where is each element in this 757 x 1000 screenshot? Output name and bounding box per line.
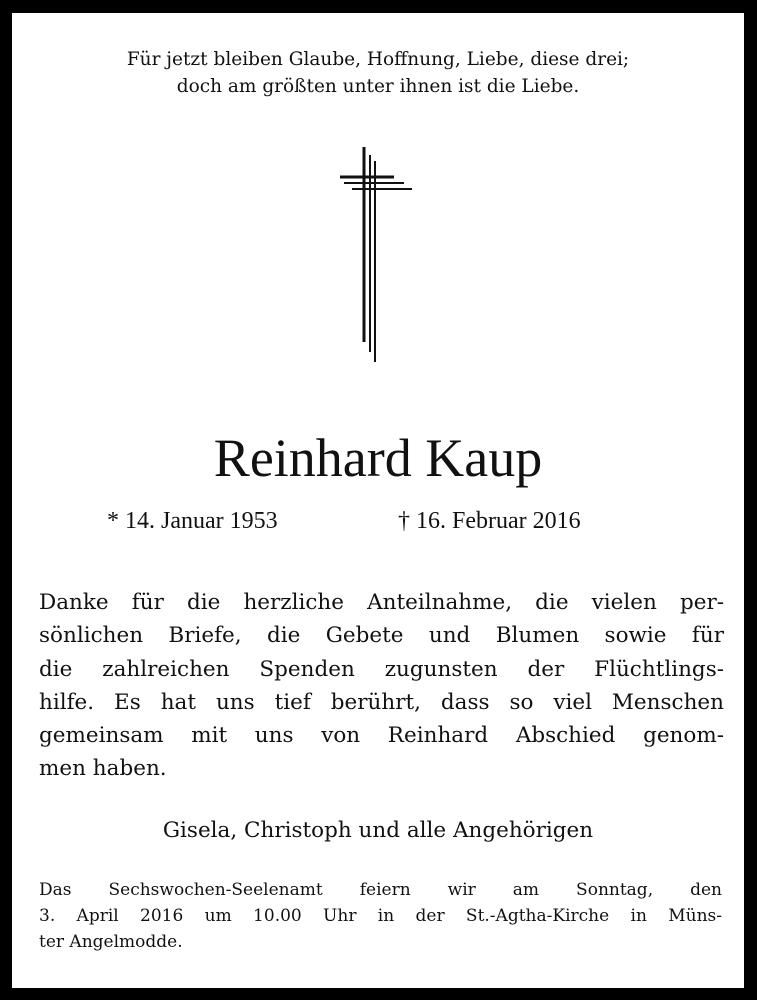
- deceased-name: Reinhard Kaup: [213, 428, 543, 488]
- obituary-card: [12, 13, 744, 988]
- thanks-line: men haben.: [39, 756, 167, 782]
- thanks-line: Danke für die herzliche Anteilnahme, die vielen per-: [39, 590, 724, 615]
- death-date: † 16. Februar 2016: [398, 508, 581, 534]
- birth-date: * 14. Januar 1953: [107, 508, 278, 534]
- service-notice: [39, 877, 722, 955]
- thanks-line: sönlichen Briefe, die Gebete und Blumen sowie für: [39, 623, 724, 649]
- thanks-line: hilfe. Es hat uns tief berührt, dass so viel Menschen: [39, 689, 724, 715]
- verse-line-1: Für jetzt bleiben Glaube, Hoffnung, Liebe, diese drei;: [126, 49, 630, 70]
- notice-line: 3. April 2016 um 10.00 Uhr in der St.-Agtha-Kirche in Müns-: [39, 906, 722, 926]
- notice-line: Das Sechswochen-Seelenamt feiern wir am Sonntag, den: [39, 880, 722, 900]
- bible-verse: [12, 46, 744, 100]
- verse-line-2: doch am größten unter ihnen ist die Liebe.: [176, 76, 580, 97]
- thanks-line: gemeinsam mit uns von Reinhard Abschied genom-: [39, 723, 724, 749]
- cross-icon: [332, 147, 422, 362]
- notice-line: ter Angelmodde.: [39, 932, 183, 952]
- thanks-line: die zahlreichen Spenden zugunsten der Flüchtlings-: [39, 656, 724, 682]
- signers: Gisela, Christoph und alle Angehörigen: [162, 818, 594, 843]
- thanks-paragraph: [39, 586, 724, 786]
